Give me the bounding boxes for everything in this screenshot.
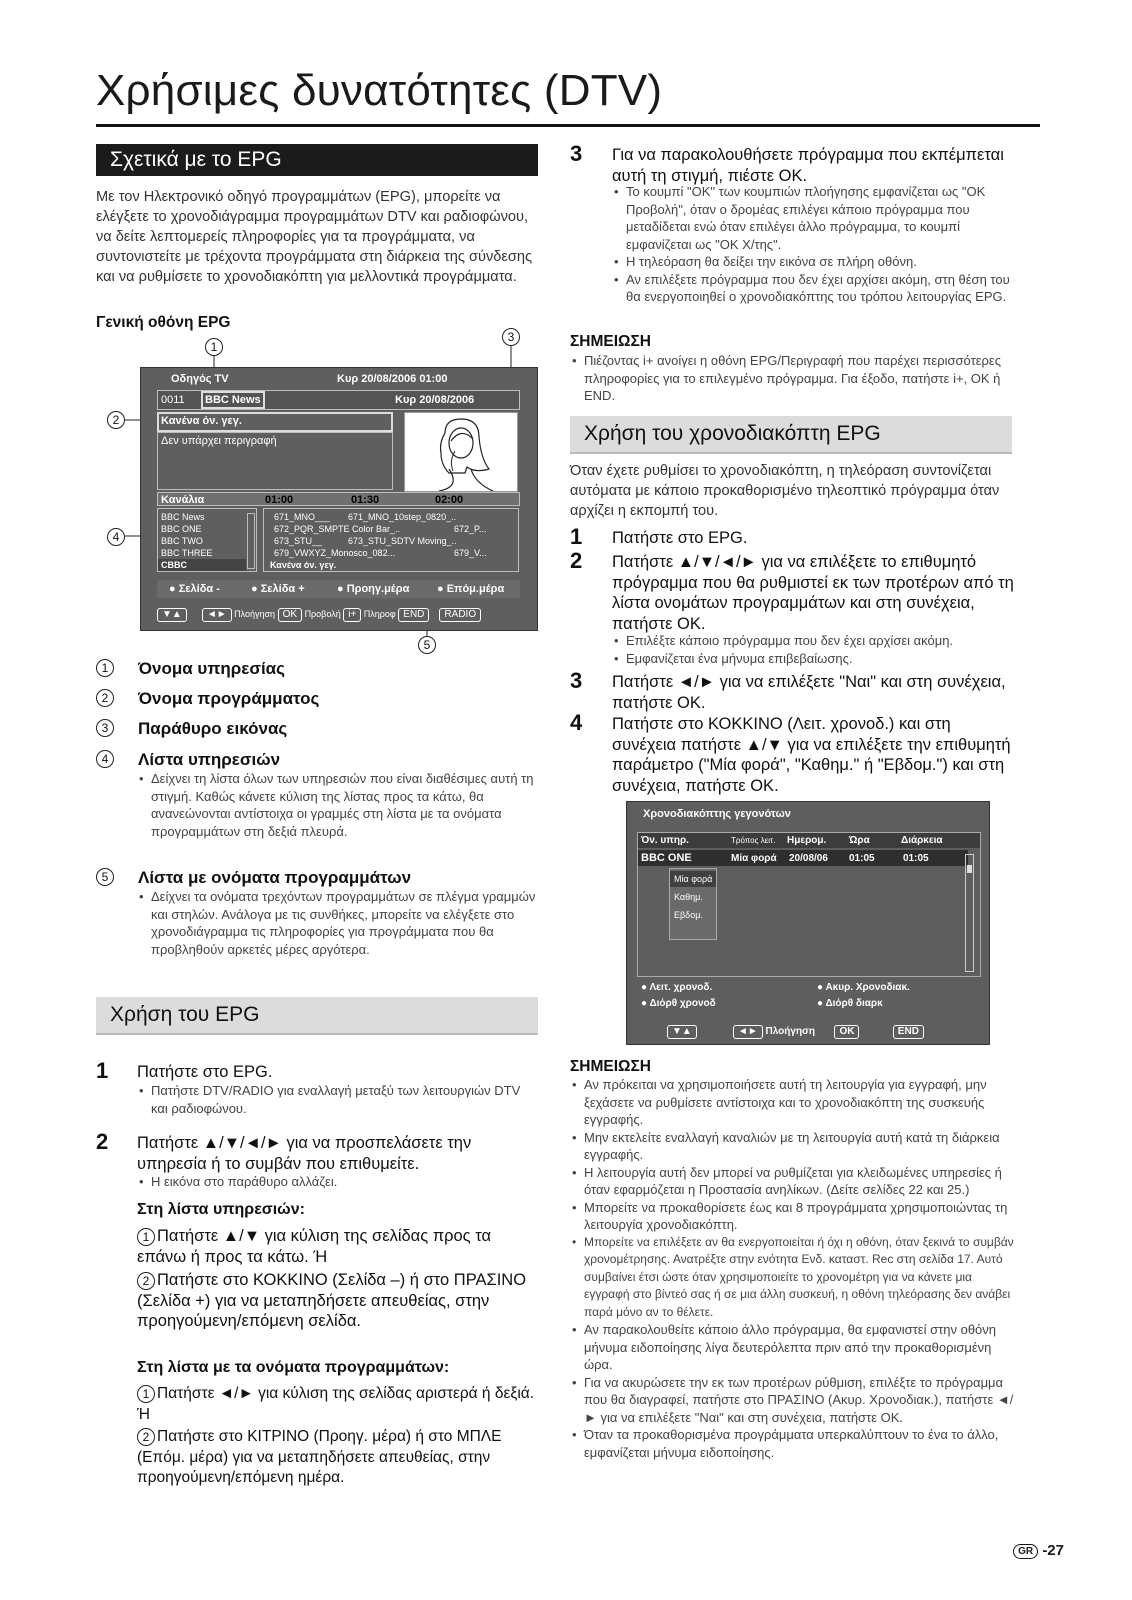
blue-button[interactable]: ● Επόμ.μέρα — [437, 583, 505, 595]
right-step-3: Για να παρακολουθήσετε πρόγραμμα που εκπέμπεται αυτή τη στιγμή, πιέστε OK. — [612, 146, 1004, 185]
time-col-1: 01:00 — [265, 494, 294, 506]
step-number: 2 — [570, 548, 583, 573]
row-service: BBC ONE — [641, 852, 692, 864]
yellow-button[interactable]: ● Προηγ.μέρα — [337, 583, 410, 595]
time-col-2: 01:30 — [351, 494, 380, 506]
general-screen-heading: Γενική οθόνη EPG — [96, 314, 231, 331]
program-cell[interactable]: 672_P... — [454, 524, 487, 534]
program-cell[interactable]: 679_VWXYZ_Monosco_082... — [274, 548, 396, 558]
channel-number: 0011 — [161, 394, 185, 406]
program-list-heading: Στη λίστα με τα ονόματα προγραμμάτων: — [137, 1359, 450, 1376]
service-list[interactable] — [157, 508, 257, 572]
legend-4-bullet: • Δείχνει τη λίστα όλων των υπηρεσιών που είναι διαθέσιμες αυτή τη στιγμή. Καθώς κάνετε κύλιση της λίστας προς τα κάτω, θα ανανεώνονται αντίστοιχα οι γραμμές στη λίστα με τα ονόματα προγραμμάτων στη δεξιά πλευρά. — [137, 770, 539, 840]
program-name: Κανένα όν. γεγ. — [161, 415, 242, 427]
end-key: END — [893, 1025, 924, 1039]
green-button[interactable]: ● Σελίδα + — [251, 583, 305, 595]
info-key-icon: i+ — [343, 608, 361, 622]
mode-dropdown[interactable] — [669, 868, 717, 940]
program-list-item-1: 1 Πατήστε ◄/► για κύλιση της σελίδας αριστερά ή δεξιά. Ή — [137, 1385, 535, 1423]
row-mode: Μία φορά — [731, 853, 777, 864]
info-label: Πληροφ — [363, 609, 396, 619]
date-small: Κυρ 20/08/2006 — [395, 394, 475, 406]
legend-item-4: 4 Λίστα υπηρεσιών — [96, 750, 280, 770]
legend-item-3: 3 Παράθυρο εικόνας — [96, 719, 287, 739]
program-cell[interactable]: 671_MNO_10step_0820_.. — [348, 512, 457, 522]
grid-header — [157, 492, 520, 506]
callout-1: 1 — [205, 338, 223, 356]
red-timer-button[interactable]: ● Λειτ. χρονοδ. — [641, 982, 713, 993]
note2-bullet: • Μπορείτε να προκαθορίσετε έως και 8 προγράμματα χρησιμοποιώντας τη λειτουργία χρονοδιακόπτη. — [570, 1199, 1014, 1234]
timer-screen — [626, 801, 990, 1045]
section-heading-timer: Χρήση του χρονοδιακόπτη EPG — [570, 416, 1012, 454]
row-date: 20/08/06 — [789, 853, 828, 864]
service-name: BBC News — [205, 394, 261, 406]
program-cell[interactable]: Κανένα όν. γεγ. — [270, 560, 337, 570]
step-number: 1 — [570, 524, 583, 549]
green-timer-button[interactable]: ● Ακυρ. Χρονοδιακ. — [817, 982, 910, 993]
timer-step-4: Πατήστε στο ΚΟΚΚΙΝΟ (Λειτ. χρονοδ.) και στη συνέχεια πατήστε ▲/▼ για να επιλέξετε την επιθυμητή παράμετρο ("Μία φορά", "Καθημ." ή "Εβδομ.") και στη συνέχεια, πατήστε OK. — [612, 715, 1011, 795]
epg-screen-datetime: Κυρ 20/08/2006 01:00 — [337, 373, 448, 385]
use-step-2-bullets — [137, 1173, 537, 1191]
program-grid[interactable] — [263, 508, 519, 572]
legend-item-2: 2 Όνομα προγράμματος — [96, 689, 319, 709]
blue-timer-button[interactable]: ● Διόρθ διαρκ — [817, 998, 883, 1009]
row-time: 01:05 — [849, 853, 875, 864]
note-heading: ΣΗΜΕΙΩΣΗ — [570, 333, 651, 350]
col-date: Ημερομ. — [787, 835, 827, 846]
service-item-1[interactable]: BBC News — [161, 512, 205, 522]
woman-portrait-icon — [405, 413, 517, 491]
note2-bullets — [570, 1076, 1014, 1461]
page-num-text: -27 — [1042, 1542, 1064, 1559]
section-heading-epg-about: Σχετικά με το EPG — [96, 144, 538, 176]
step-number: 3 — [570, 668, 583, 693]
service-list-item-2: 2 Πατήστε στο ΚΟΚΚΙΝΟ (Σελίδα –) ή στο ΠΡΑΣΙΝΟ (Σελίδα +) για να μεταπηδήσετε απευθείας, στην προηγούμενη/επόμενη σελίδα. — [137, 1271, 527, 1330]
view-label: Προβολή — [304, 609, 341, 619]
service-item-4[interactable]: BBC THREE — [161, 548, 213, 558]
note-bullets — [570, 352, 1014, 405]
service-scrollbar[interactable] — [247, 513, 255, 569]
epg-nav-row — [157, 608, 481, 622]
step-3-bullet: • Αν επιλέξετε πρόγραμμα που δεν έχει αρχίσει ακόμη, στη θέση του θα ενεργοποιηθεί ο χρονοδιακόπτης του τρόπου λειτουργίας EPG. — [612, 271, 1014, 306]
program-cell[interactable]: 673_STU__ — [274, 536, 323, 546]
channels-header: Κανάλια — [161, 494, 205, 506]
program-cell[interactable]: 679_V... — [454, 548, 487, 558]
col-service: Όν. υπηρ. — [641, 835, 689, 846]
service-list-item-1: 1 Πατήστε ▲/▼ για κύλιση της σελίδας προς τα επάνω ή προς τα κάτω. Ή — [137, 1227, 492, 1266]
row-duration: 01:05 — [903, 853, 929, 864]
ok-key: OK — [834, 1025, 859, 1039]
timer-step-2-bullet: • Εμφανίζεται ένα μήνυμα επιβεβαίωσης. — [612, 650, 1012, 668]
epg-screen — [140, 367, 538, 631]
timer-nav-row — [667, 1025, 924, 1039]
page-number — [1013, 1542, 1064, 1559]
step-number: 4 — [570, 710, 583, 735]
legend-item-5: 5 Λίστα με ονόματα προγραμμάτων — [96, 868, 411, 888]
note2-heading: ΣΗΜΕΙΩΣΗ — [570, 1058, 651, 1075]
mode-option-weekly[interactable]: Εβδομ. — [674, 910, 703, 920]
timer-step-3: Πατήστε ◄/► για να επιλέξετε "Ναι" και στη συνέχεια, πατήστε OK. — [612, 673, 1006, 712]
step-number: 3 — [570, 141, 583, 166]
step-number: 1 — [96, 1058, 109, 1083]
title-rule — [96, 124, 1040, 127]
timer-step-2-bullet: • Επιλέξτε κάποιο πρόγραμμα που δεν έχει αρχίσει ακόμη. — [612, 632, 1012, 650]
time-col-3: 02:00 — [435, 494, 464, 506]
radio-key: RADIO — [439, 608, 481, 622]
up-down-key-icon: ▼▲ — [157, 608, 187, 622]
callout-3: 3 — [502, 328, 520, 346]
epg-screen-title: Οδηγός TV — [171, 373, 229, 385]
note2-bullet: • Μην εκτελείτε εναλλαγή καναλιών με τη λειτουργία αυτή κατά τη διάρκεια εγγραφής. — [570, 1129, 1014, 1164]
yellow-timer-button[interactable]: ● Διόρθ χρονοδ — [641, 998, 716, 1009]
left-right-key-icon: ◄► — [202, 608, 232, 622]
note2-bullet: • Όταν τα προκαθορισμένα προγράμματα υπερκαλύπτουν το ένα το άλλο, εμφανίζεται μήνυμα ειδοποίησης. — [570, 1426, 1014, 1461]
end-key: END — [398, 608, 429, 622]
red-button[interactable]: ● Σελίδα - — [169, 583, 220, 595]
mode-option-once[interactable]: Μία φορά — [674, 874, 713, 884]
right-step-3-bullets — [612, 183, 1014, 306]
nav-label: Πλοήγηση — [234, 609, 276, 619]
timer-step-2-bullets — [612, 632, 1012, 667]
nav-label: Πλοήγηση — [765, 1026, 815, 1037]
step-3-bullet: • Η τηλεόραση θα δείξει την εικόνα σε πλήρη οθόνη. — [612, 253, 1014, 271]
scroll-thumb[interactable] — [967, 865, 972, 873]
service-item-2[interactable]: BBC ONE — [161, 524, 202, 534]
legend-5-bullet: • Δείχνει τα ονόματα τρεχόντων προγραμμάτων σε πλέγμα γραμμών και στηλών. Ανάλογα με τις συνθήκες, μπορείτε να ελέγξετε στο χρονοδιάγραμμα τις πληροφορίες για προγράμματα που θα προβληθούν αρκετές μέρες αργότερα. — [137, 888, 539, 958]
use-step-1: Πατήστε στο EPG. — [137, 1063, 273, 1081]
service-item-3[interactable]: BBC TWO — [161, 536, 203, 546]
use-step-1-bullets — [137, 1082, 537, 1117]
epg-intro: Με τον Ηλεκτρονικό οδηγό προγραμμάτων (EPG), μπορείτε να ελέγξετε το χρονοδιάγραμμα προγραμμάτων DTV και ραδιοφώνου, να δείτε λεπτομερείς πληροφορίες για τα προγράμματα, να συντονιστείτε με τρέχοντα προγράμματα στη διάρκεια της σύνδεσης και να ρυθμίσετε το χρονοδιακόπτη για μελλοντικά προγράμματα. — [96, 189, 533, 285]
program-cell[interactable]: 673_STU_SDTV Moving_.. — [348, 536, 457, 546]
no-description: Δεν υπάρχει περιγραφή — [161, 435, 277, 447]
note2-bullet: • Αν παρακολουθείτε κάποιο άλλο πρόγραμμα, θα εμφανιστεί στην οθόνη μήνυμα ειδοποίησης λίγα δευτερόλεπτα πριν από την προκαθορισμένη ώρα. — [570, 1321, 1014, 1374]
callout-5: 5 — [418, 636, 436, 654]
language-badge: GR — [1013, 1544, 1038, 1559]
callout-2: 2 — [107, 411, 125, 429]
legend-item-1: 1 Όνομα υπηρεσίας — [96, 659, 285, 679]
use-step-2-bullet: • Η εικόνα στο παράθυρο αλλάζει. — [137, 1173, 537, 1191]
up-down-key-icon: ▼▲ — [667, 1025, 697, 1039]
timer-step-2: Πατήστε ▲/▼/◄/► για να επιλέξετε το επιθυμητό πρόγραμμα που θα ρυθμιστεί εκ των προτέρων από τη λίστα ονομάτων προγραμμάτων και στη συνέχεια, πατήστε OK. — [612, 553, 1014, 633]
mode-option-daily[interactable]: Καθημ. — [674, 892, 703, 902]
program-cell[interactable]: 672_PQR_SMPTE Color Bar_.. — [274, 524, 401, 534]
note2-bullet: • Η λειτουργία αυτή δεν μπορεί να ρυθμίζεται για κλειδωμένες υπηρεσίες ή όταν εφαρμόζεται η Προστασία ανηλίκων. (Δείτε σελίδες 22 και 25.) — [570, 1164, 1014, 1199]
program-cell[interactable]: 671_MNO___ — [274, 512, 331, 522]
timer-scrollbar[interactable] — [965, 854, 974, 972]
legend-4-bullets — [137, 770, 539, 840]
use-step-1-bullet: • Πατήστε DTV/RADIO για εναλλαγή μεταξύ των λειτουργιών DTV και ραδιοφώνου. — [137, 1082, 537, 1117]
step-number: 2 — [96, 1129, 109, 1154]
ok-key-icon: OK — [278, 608, 302, 622]
left-right-key-icon: ◄► — [733, 1025, 763, 1039]
timer-screen-title: Χρονοδιακόπτης γεγονότων — [643, 808, 791, 820]
col-mode: Τρόπος λειτ. — [731, 836, 776, 845]
col-duration: Διάρκεια — [901, 835, 943, 846]
use-step-2: Πατήστε ▲/▼/◄/► για να προσπελάσετε την υπηρεσία ή το συμβάν που επιθυμείτε. — [137, 1134, 472, 1173]
step-3-bullet: • Το κουμπί "OK" των κουμπιών πλοήγησης εμφανίζεται ως "OK Προβολή", όταν ο δρομέας επιλέγει κάποιο πρόγραμμα που μεταδίδεται ενώ όταν επιλέγει άλλο πρόγραμμα, το κουμπί εμφανίζεται ως "OK Χ/της". — [612, 183, 1014, 253]
page-title: Χρήσιμες δυνατότητες (DTV) — [96, 66, 663, 115]
program-list-item-2: 2 Πατήστε στο ΚΙΤΡΙΝΟ (Προηγ. μέρα) ή στο ΜΠΛΕ (Επόμ. μέρα) για να μεταπηδήσετε απευθείας, στην προηγούμενη/επόμενη ημέρα. — [137, 1428, 502, 1486]
note2-bullet: • Για να ακυρώσετε την εκ των προτέρων ρύθμιση, επιλέξτε το πρόγραμμα που θα διαγραφεί, πατήστε στο ΠΡΑΣΙΝΟ (Ακυρ. Χρονοδιακ.), πατήστε ◄/► για να επιλέξετε "Ναι" και στη συνέχεια, πατήστε OK. — [570, 1374, 1014, 1427]
timer-intro: Όταν έχετε ρυθμίσει το χρονοδιακόπτη, η τηλεόραση συντονίζεται αυτόματα με κάποιο προκαθορισμένο τηλεοπτικό πρόγραμμα όταν αρχίζει η εκπομπή του. — [570, 463, 1000, 519]
service-list-heading: Στη λίστα υπηρεσιών: — [137, 1201, 305, 1218]
section-heading-use-epg: Χρήση του EPG — [96, 997, 538, 1035]
picture-window — [404, 412, 518, 492]
note2-bullet: • Αν πρόκειται να χρησιμοποιήσετε αυτή τη λειτουργία για εγγραφή, μην ξεχάσετε να ρυθμίσετε αντίστοιχα και το χρονοδιακόπτη της συσκευής εγγραφής. — [570, 1076, 1014, 1129]
note2-bullet: • Μπορείτε να επιλέξετε αν θα ενεργοποιείται ή όχι η οθόνη, όταν ξεκινά το συμβάν χρονομέτρησης. Ανατρέξτε στην ενότητα Ενδ. καταστ. Rec στη σελίδα 17. Αυτό συμβαίνει έτσι ώστε όταν χρησιμοποιείτε το χρονομέτρη για να κάνετε μια εγγραφή στο βίντεό σας ή σε μια άλλη συσκευή, η οθόνη τηλεόρασης δεν ανάβει παρά μόνο αν το θέλετε. — [570, 1234, 1014, 1322]
timer-step-1: Πατήστε στο EPG. — [612, 529, 748, 547]
legend-5-bullets — [137, 888, 539, 958]
note-bullet: • Πιέζοντας i+ ανοίγει η οθόνη EPG/Περιγραφή που παρέχει περισσότερες πληροφορίες για το επιλεγμένο πρόγραμμα. Για έξοδο, πατήστε i+, OK ή END. — [570, 352, 1014, 405]
service-item-5[interactable]: CBBC — [161, 560, 187, 570]
col-time: Ώρα — [849, 835, 870, 846]
callout-4: 4 — [107, 528, 125, 546]
